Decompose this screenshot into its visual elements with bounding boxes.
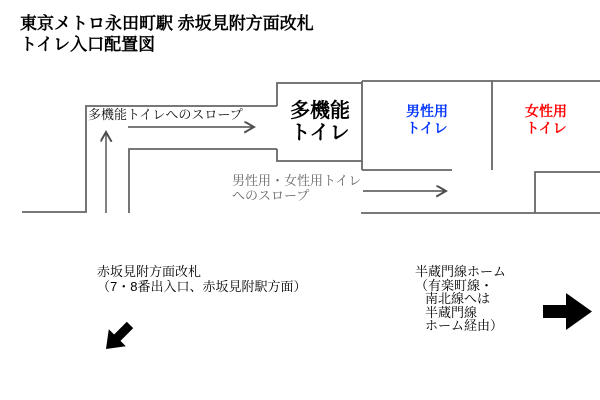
- wall-bottom-right-notch: [535, 172, 600, 213]
- multifunction-ramp-label: 多機能トイレへのスロープ: [88, 107, 243, 122]
- platform-label-line3: 南北線へは: [425, 291, 491, 306]
- platform-label-line2: （有楽町線・: [415, 277, 494, 293]
- womens-room-label-line2: トイレ: [525, 120, 567, 136]
- gate-label-line2: （7・8番出入口、赤坂見附駅方面）: [97, 278, 307, 294]
- platform-label: [415, 265, 506, 333]
- platform-label-line4: 半蔵門線: [425, 304, 478, 320]
- page-title-line1: 東京メトロ永田町駅 赤坂見附方面改札: [20, 14, 314, 33]
- mens-womens-ramp-label-line2: へのスロープ: [232, 187, 310, 203]
- multifunction-room-label: [278, 84, 362, 160]
- platform-label-line5: ホーム経由）: [425, 318, 504, 333]
- womens-room-label: [492, 103, 600, 137]
- mens-room-label: [362, 103, 492, 137]
- womens-room-label-line1: 女性用: [525, 103, 567, 119]
- platform-direction-arrow: [543, 293, 592, 330]
- gate-label-line1: 赤坂見附方面改札: [97, 264, 202, 279]
- mens-womens-ramp-label: [232, 174, 361, 203]
- multifunction-room-label-line1: 多機能: [290, 100, 350, 122]
- page-title: [20, 13, 314, 55]
- gate-direction-arrow: [97, 316, 138, 357]
- page-title-line2: トイレ入口配置図: [20, 35, 156, 54]
- platform-label-line1: 半蔵門線ホーム: [415, 264, 507, 279]
- mens-womens-ramp-label-line1: 男性用・女性用トイレ: [232, 173, 362, 188]
- gate-label: [97, 265, 306, 294]
- mens-room-label-line1: 男性用: [406, 103, 448, 119]
- multifunction-room-label-line2: トイレ: [290, 122, 350, 144]
- mens-room-label-line2: トイレ: [406, 120, 448, 136]
